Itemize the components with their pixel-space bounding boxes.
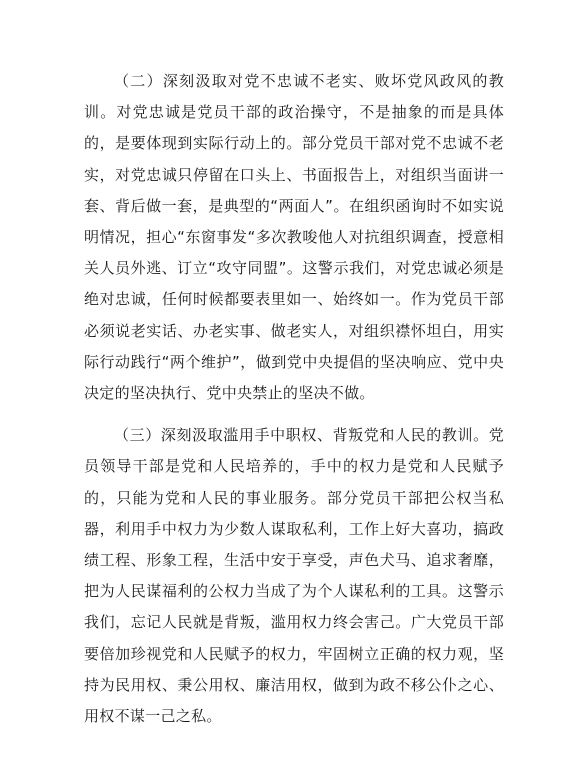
paragraph-2 (84, 66, 504, 409)
document-body (84, 66, 504, 743)
paragraph-2-text: 对党忠诚是党员干部的政治操守，不是抽象的而是具体的，是要体现到实际行动上的。部分党员干部对党不忠诚不老实，对党忠诚只停留在口头上、书面报告上，对组织当面讲一套、背后做一套，是典型的“两面人”。在组织函询时不如实说明情况，担心“东窗事发“多次教唆他人对抗组织调查，授意相关人员外逃、订立“攻守同盟”。这警示我们，对党忠诚必须是绝对忠诚，任何时候都要表里如一、始终如一。作为党员干部必须说老实话、办老实事、做老实人，对组织襟怀坦白，用实际行动践行“两个维护”，做到党中央提倡的坚决响应、党中央决定的坚决执行、党中央禁止的坚决不做。 (84, 103, 505, 403)
paragraph-3 (84, 420, 504, 732)
paragraph-3-heading: （三）深刻汲取滥用手中职权、背叛党和人民的教训。 (114, 426, 489, 445)
paragraph-2-heading: （二）深刻汲取对党不忠诚不老实、败坏党风政风的教训。 (84, 72, 504, 122)
paragraph-3-text: 党员领导干部是党和人民培养的，手中的权力是党和人民赋予的，只能为党和人民的事业服务。部分党员干部把公权当私器，利用手中权力为少数人谋取私利，工作上好大喜功，搞政绩工程、形象工程，生活中安于享受，声色犬马、追求奢靡，把为人民谋福利的公权力当成了为个人谋私利的工具。这警示我们，忘记人民就是背叛，滥用权力终会害己。广大党员干部要倍加珍视党和人民赋予的权力，牢固树立正确的权力观，坚持为民用权、秉公用权、廉洁用权，做到为政不移公仆之心、用权不谋一己之私。 (84, 426, 504, 726)
